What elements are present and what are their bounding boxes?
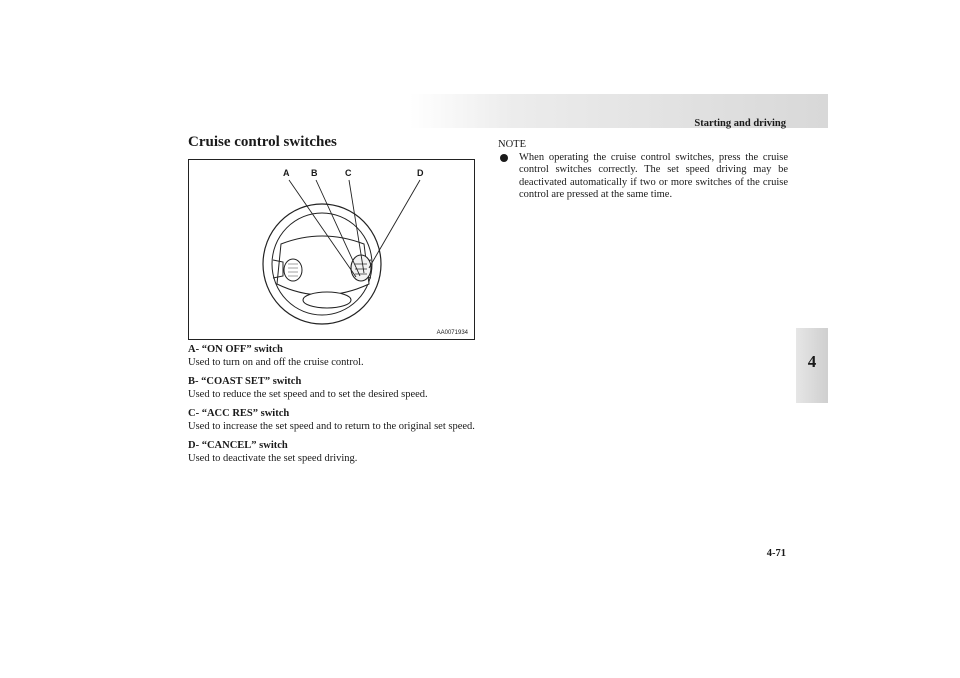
switch-item <box>188 440 476 465</box>
switch-description: Used to deactivate the set speed driving. <box>188 452 358 464</box>
switch-item <box>188 376 476 401</box>
chapter-tab-number: 4 <box>807 352 817 371</box>
section-title: Cruise control switches <box>188 134 337 150</box>
switch-item <box>188 344 476 369</box>
switch-description: Used to turn on and off the cruise control. <box>188 356 364 368</box>
page-number: 4-71 <box>766 548 786 559</box>
callout-c: C <box>345 168 352 178</box>
switch-item <box>188 408 476 433</box>
switch-name: A- “ON OFF” switch <box>188 344 283 355</box>
steering-wheel-illustration <box>189 160 474 339</box>
switch-list <box>188 344 476 472</box>
callout-b: B <box>311 168 318 178</box>
switch-description: Used to reduce the set speed and to set the desired speed. <box>188 388 428 400</box>
switch-name: B- “COAST SET” switch <box>188 376 302 387</box>
lower-cover <box>303 292 351 308</box>
note-item <box>498 152 788 202</box>
note-label: NOTE <box>498 139 526 150</box>
figure-code: AA0071934 <box>436 330 468 336</box>
note-item-text: When operating the cruise control switches, press the cruise control switches correctly. The set speed driving may be deactivated automatically if two or more switches of the cruise control are pressed at the same time. <box>519 151 788 200</box>
leader-line-d <box>369 180 420 268</box>
callout-a: A <box>283 168 290 178</box>
left-pad <box>284 259 302 281</box>
cruise-switch-cluster <box>351 255 371 281</box>
note-box <box>498 139 788 202</box>
switch-name: C- “ACC RES” switch <box>188 408 290 419</box>
callout-d: D <box>417 168 424 178</box>
chapter-title: Starting and driving <box>694 118 786 129</box>
bullet-icon <box>500 154 508 162</box>
steering-wheel-figure <box>188 159 475 340</box>
switch-name: D- “CANCEL” switch <box>188 440 288 451</box>
switch-description: Used to increase the set speed and to return to the original set speed. <box>188 420 475 432</box>
